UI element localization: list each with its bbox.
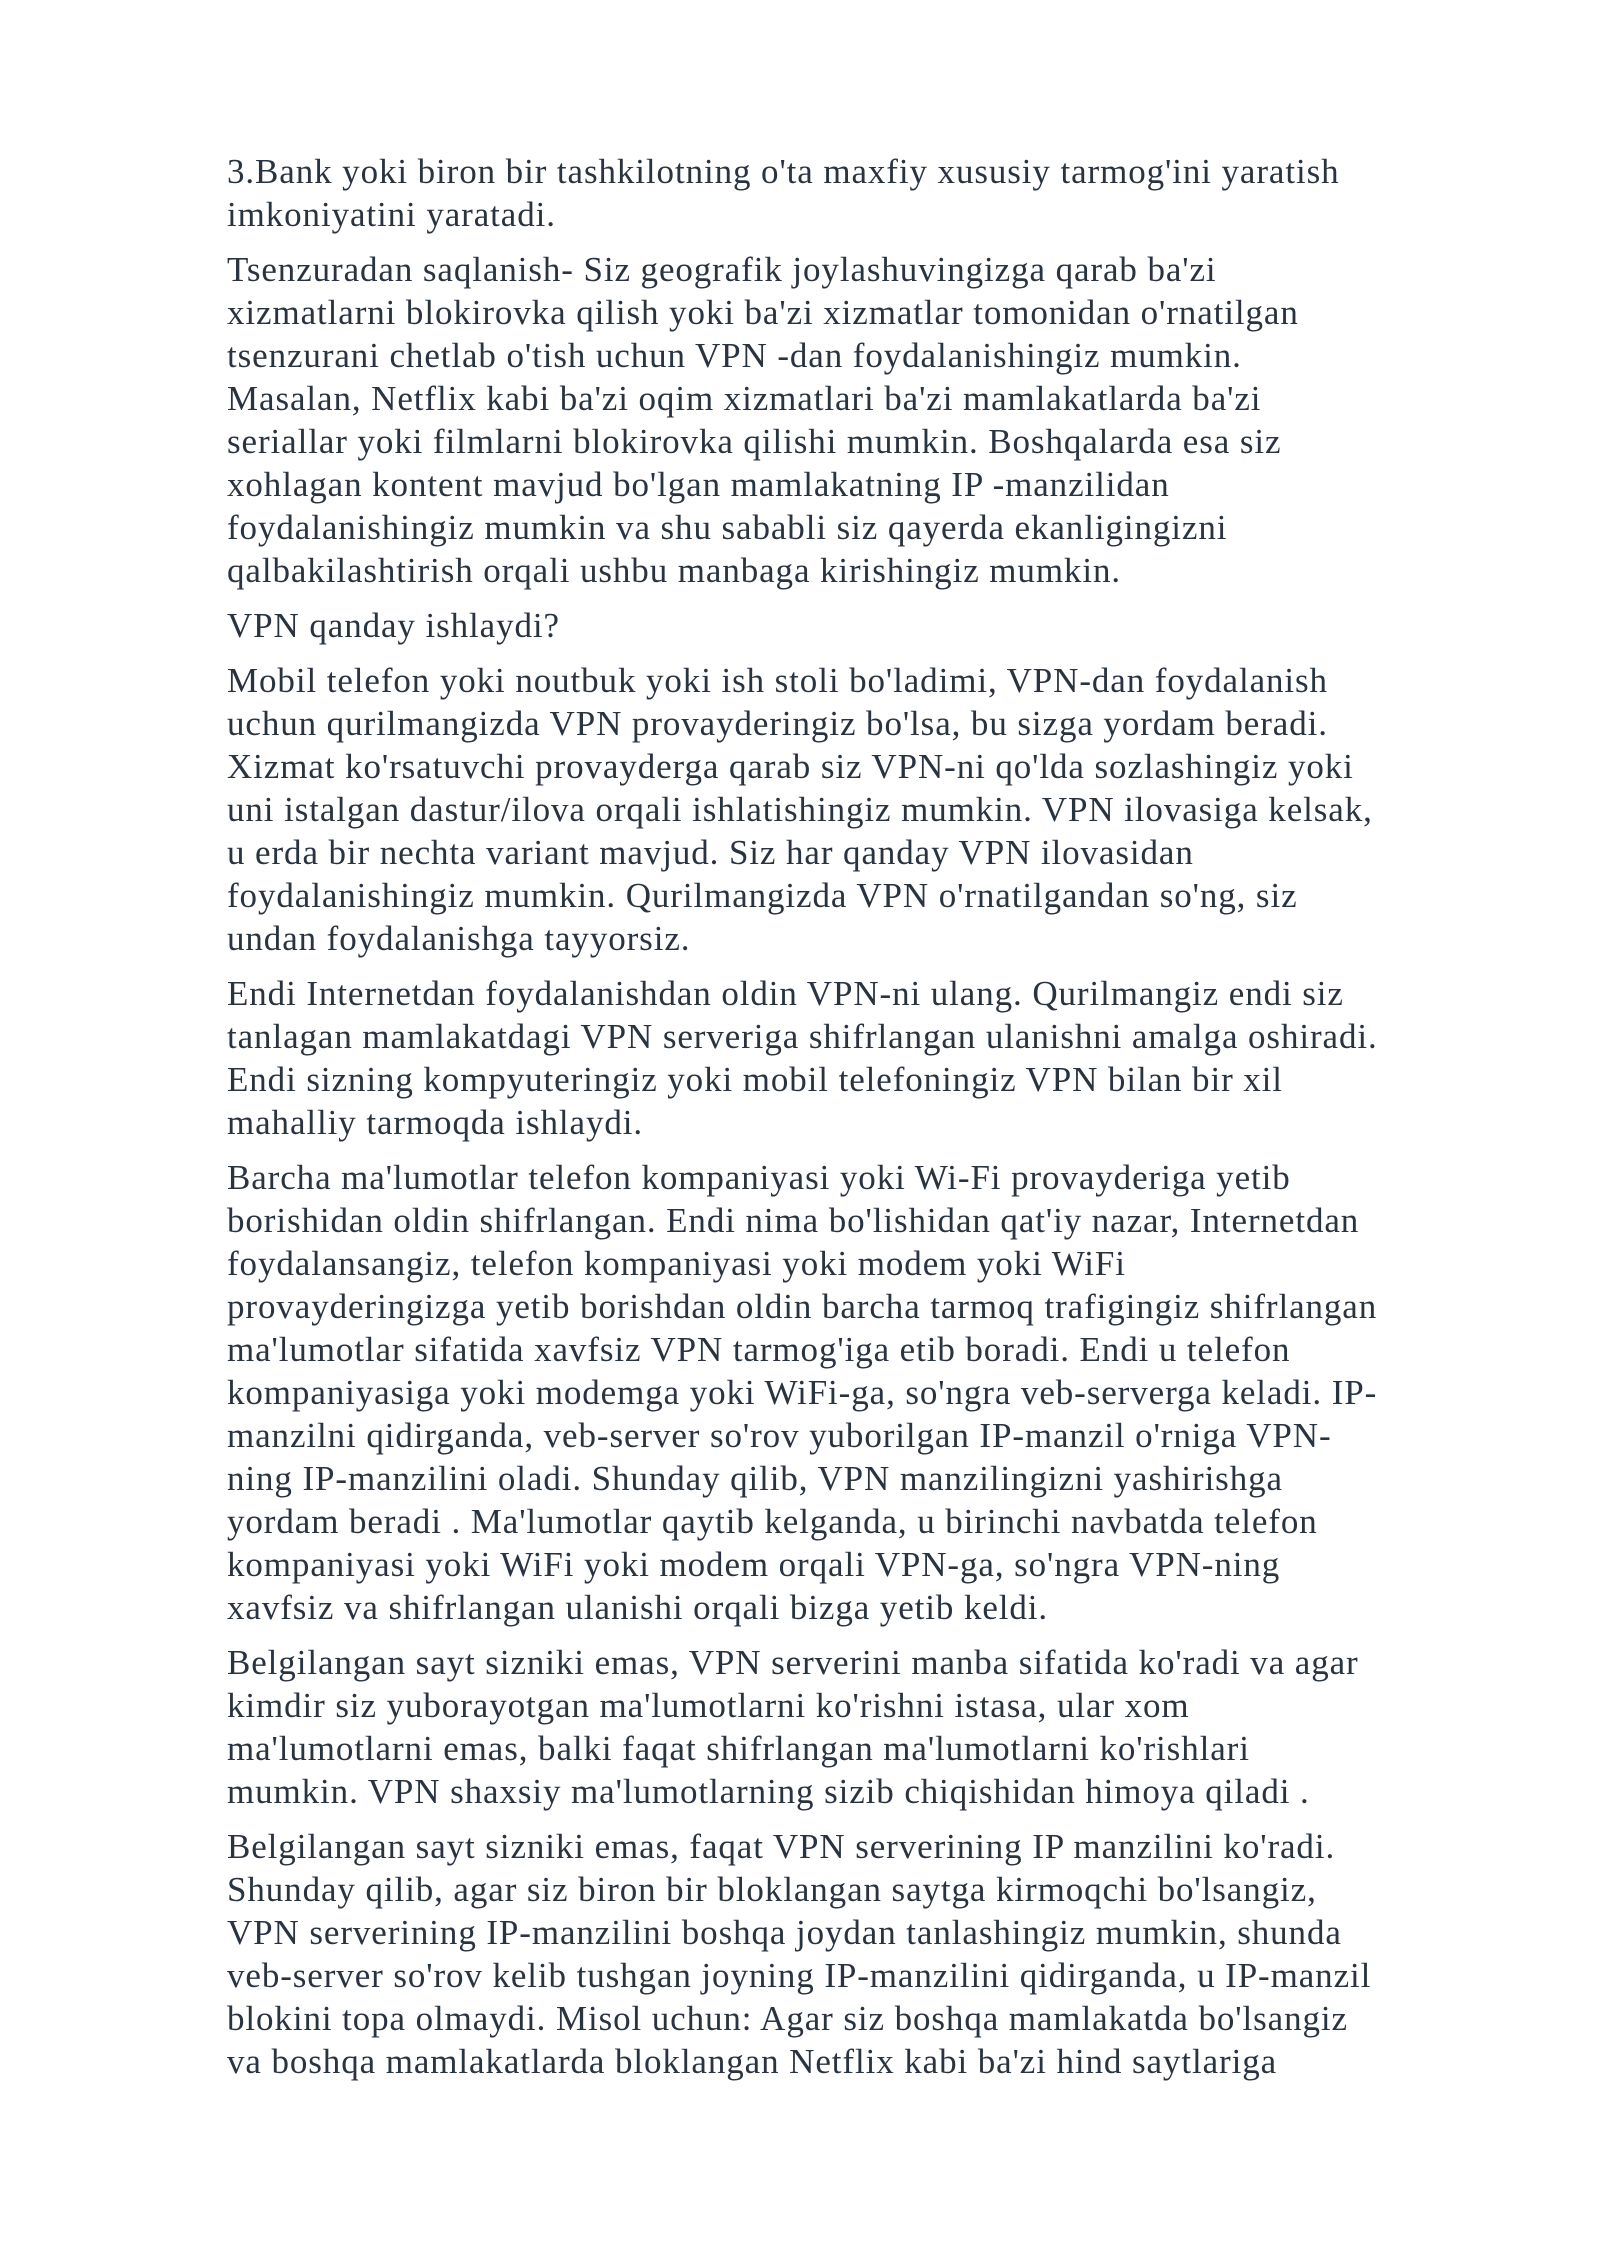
text-line: VPN serverining IP-manzilini boshqa joydan tanlashingiz mumkin, shunda bbox=[227, 1913, 1342, 1952]
text-line: ning IP-manzilini oladi. Shunday qilib, VPN manzilingizni yashirishga bbox=[227, 1459, 1283, 1498]
text-line: blokini topa olmaydi. Misol uchun: Agar siz boshqa mamlakatda bo'lsangiz bbox=[227, 1999, 1348, 2038]
text-line: tanlagan mamlakatdagi VPN serveriga shifrlangan ulanishni amalga oshiradi. bbox=[227, 1017, 1378, 1056]
text-line: foydalanishingiz mumkin. Qurilmangizda VPN o'rnatilgandan so'ng, siz bbox=[227, 876, 1298, 915]
text-line: uni istalgan dastur/ilova orqali ishlatishingiz mumkin. VPN ilovasiga kelsak, bbox=[227, 790, 1373, 829]
text-line: uchun qurilmangizda VPN provayderingiz bo'lsa, bu sizga yordam beradi. bbox=[227, 704, 1328, 743]
text-line: kompaniyasi yoki WiFi yoki modem orqali VPN-ga, so'ngra VPN-ning bbox=[227, 1545, 1281, 1584]
text-line: undan foydalanishga tayyorsiz. bbox=[227, 919, 691, 958]
text-line: Shunday qilib, agar siz biron bir bloklangan saytga kirmoqchi bo'lsangiz, bbox=[227, 1870, 1317, 1909]
text-line: qalbakilashtirish orqali ushbu manbaga kirishingiz mumkin. bbox=[227, 551, 1122, 590]
text-line: ma'lumotlar sifatida xavfsiz VPN tarmog'iga etib boradi. Endi u telefon bbox=[227, 1330, 1291, 1369]
text-line: Belgilangan sayt sizniki emas, VPN serverini manba sifatida ko'radi va agar bbox=[227, 1643, 1359, 1682]
text-line: xizmatlarni blokirovka qilish yoki ba'zi xizmatlar tomonidan o'rnatilgan bbox=[227, 293, 1299, 332]
section-heading-how-vpn-works bbox=[227, 604, 1487, 647]
text-line: tsenzurani chetlab o'tish uchun VPN -dan foydalanishingiz mumkin. bbox=[227, 336, 1242, 375]
text-line: seriallar yoki filmlarni blokirovka qilishi mumkin. Boshqalarda esa siz bbox=[227, 422, 1282, 461]
text-line: Endi Internetdan foydalanishdan oldin VPN-ni ulang. Qurilmangiz endi siz bbox=[227, 974, 1344, 1013]
text-line: mahalliy tarmoqda ishlaydi. bbox=[227, 1103, 644, 1142]
text-line: Tsenzuradan saqlanish- Siz geografik joylashuvingizga qarab ba'zi bbox=[227, 250, 1217, 289]
text-line: kimdir siz yuborayotgan ma'lumotlarni ko'rishni istasa, ular xom bbox=[227, 1686, 1190, 1725]
paragraph-devices bbox=[227, 659, 1487, 960]
paragraph-connect bbox=[227, 972, 1487, 1144]
text-line: borishidan oldin shifrlangan. Endi nima bo'lishidan qat'iy nazar, Internetdan bbox=[227, 1201, 1360, 1240]
paragraph-encryption bbox=[227, 1156, 1487, 1629]
document-page bbox=[227, 150, 1487, 2095]
text-line: Barcha ma'lumotlar telefon kompaniyasi yoki Wi-Fi provayderiga yetib bbox=[227, 1158, 1291, 1197]
text-line: va boshqa mamlakatlarda bloklangan Netflix kabi ba'zi hind saytlariga bbox=[227, 2042, 1278, 2081]
text-line: u erda bir nechta variant mavjud. Siz har qanday VPN ilovasidan bbox=[227, 833, 1194, 872]
paragraph-privacy bbox=[227, 1641, 1487, 1813]
text-line: veb-server so'rov kelib tushgan joyning IP-manzilini qidirganda, u IP-manzil bbox=[227, 1956, 1372, 1995]
text-line: foydalansangiz, telefon kompaniyasi yoki modem yoki WiFi bbox=[227, 1244, 1126, 1283]
text-line: Masalan, Netflix kabi ba'zi oqim xizmatlari ba'zi mamlakatlarda ba'zi bbox=[227, 379, 1262, 418]
text-line: provayderingizga yetib borishdan oldin barcha tarmoq trafigingiz shifrlangan bbox=[227, 1287, 1378, 1326]
paragraph-bank-network bbox=[227, 150, 1487, 236]
text-line: VPN qanday ishlaydi? bbox=[227, 606, 560, 645]
text-line: Xizmat ko'rsatuvchi provayderga qarab siz VPN-ni qo'lda sozlashingiz yoki bbox=[227, 747, 1354, 786]
text-line: yordam beradi . Ma'lumotlar qaytib kelganda, u birinchi navbatda telefon bbox=[227, 1502, 1318, 1541]
paragraph-blocked-sites bbox=[227, 1825, 1487, 2083]
paragraph-censorship bbox=[227, 248, 1487, 592]
text-line: manzilni qidirganda, veb-server so'rov yuborilgan IP-manzil o'rniga VPN- bbox=[227, 1416, 1332, 1455]
text-line: foydalanishingiz mumkin va shu sababli siz qayerda ekanligingizni bbox=[227, 508, 1228, 547]
text-line: kompaniyasiga yoki modemga yoki WiFi-ga, so'ngra veb-serverga keladi. IP- bbox=[227, 1373, 1378, 1412]
text-line: Mobil telefon yoki noutbuk yoki ish stoli bo'ladimi, VPN-dan foydalanish bbox=[227, 661, 1328, 700]
text-line: mumkin. VPN shaxsiy ma'lumotlarning sizib chiqishidan himoya qiladi . bbox=[227, 1772, 1310, 1811]
text-line: xavfsiz va shifrlangan ulanishi orqali bizga yetib keldi. bbox=[227, 1588, 1049, 1627]
text-line: xohlagan kontent mavjud bo'lgan mamlakatning IP -manzilidan bbox=[227, 465, 1170, 504]
text-line: ma'lumotlarni emas, balki faqat shifrlangan ma'lumotlarni ko'rishlari bbox=[227, 1729, 1250, 1768]
text-line: Belgilangan sayt sizniki emas, faqat VPN serverining IP manzilini ko'radi. bbox=[227, 1827, 1336, 1866]
text-line: 3.Bank yoki biron bir tashkilotning o'ta maxfiy xususiy tarmog'ini yaratish bbox=[227, 152, 1340, 191]
text-line: Endi sizning kompyuteringiz yoki mobil telefoningiz VPN bilan bir xil bbox=[227, 1060, 1283, 1099]
text-line: imkoniyatini yaratadi. bbox=[227, 195, 556, 234]
